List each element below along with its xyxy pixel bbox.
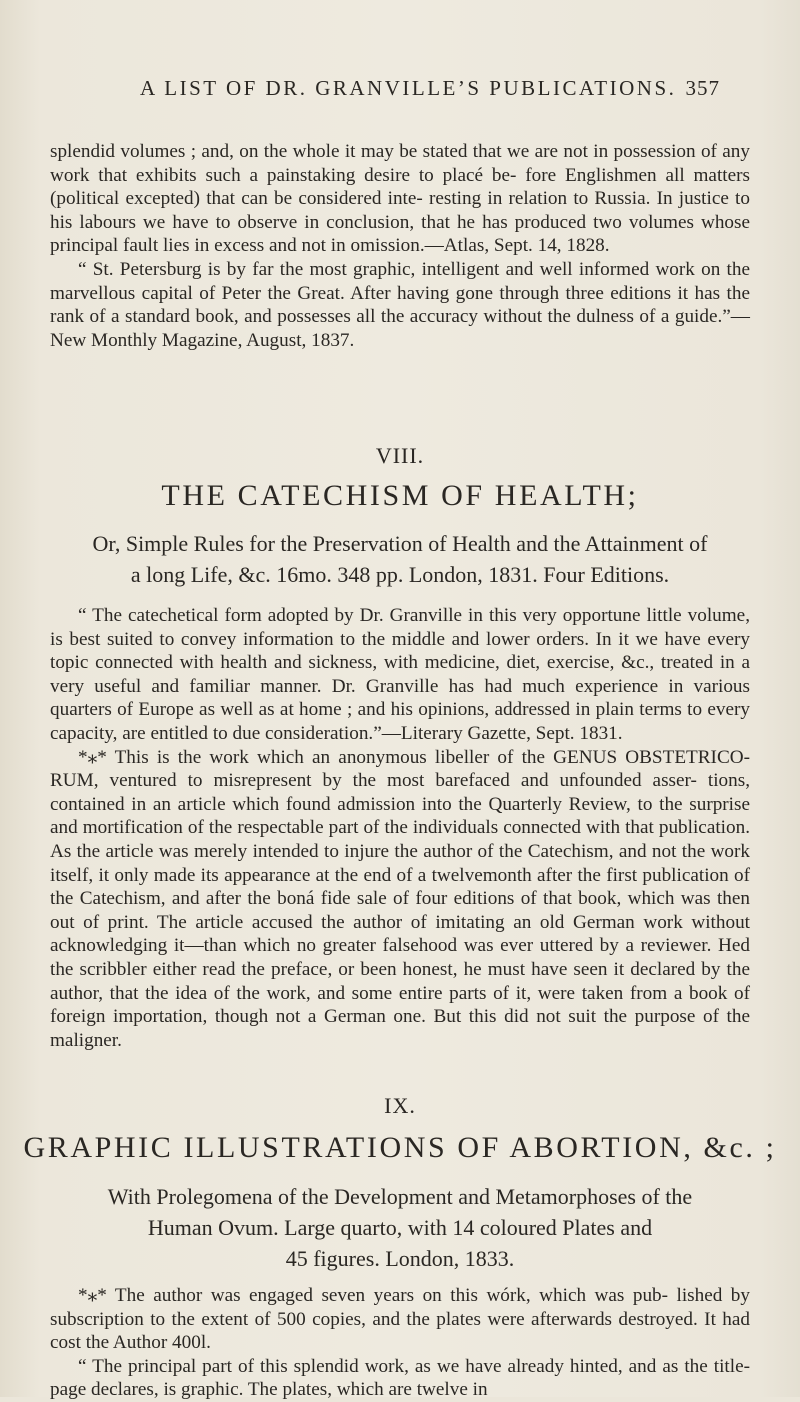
section-viii-subtitle [50,528,750,590]
section-ix-body [50,1284,750,1402]
paragraph-libeller-note: *⁎* This is the work which an anonymous libeller of the GENUS OBSTETRICO- RUM, ventured to misrepresent by the most barefaced and unfounded asser- tions, contained in an article which found admission into the Quarterly Review, to the surprise and mortification of the respectable part of the individuals connected with that publication. As the article was merely intended to injure the author of the Catechism, and not the work itself, it only made its appearance at the end of a twelvemonth after the first publication of the Catechism, and after the boná fide sale of four editions of that book, which was then out of print. The article accused the author of imitating an old German work without acknowledging it—than which no greater falsehood was ever uttered by a reviewer. Hed the scribbler either read the preface, or been honest, he must have seen it declared by the author, that the idea of the work, and some entire parts of it, were taken from a book of foreign importation, though not a German one. But this did not suit the purpose of the maligner. [50,746,750,1051]
running-head-title: A LIST OF DR. GRANVILLE’S PUBLICATIONS. [140,76,677,100]
paragraph-subscription-note: *⁎* The author was engaged seven years on this wórk, which was pub- lished by subscription to the extent of 500 copies, and the plates were afterwards destroyed. It had cost the Author 400l. [50,1285,750,1354]
section-viii-subtitle-line: Or, Simple Rules for the Preservation of Health and the Attainment of [92,531,708,556]
paragraph-st-petersburg-review-end: splendid volumes ; and, on the whole it may be stated that we are not in possession of any work that exhibits such a painstaking desire to placé be- fore Englishmen all matters (political excepted) that can be considered inte- resting in relation to Russia. In justice to his labours we have to observe in conclusion, that he has produced two volumes whose principal fault lies in excess and not in omission.—Atlas, Sept. 14, 1828. [50,141,750,257]
paragraph-literary-gazette: “ The catechetical form adopted by Dr. Granville in this very opportune little volume, is best suited to convey information to the middle and lower orders. In it we have every topic connected with health and sickness, with medicine, diet, exercise, &c., treated in a very useful and familiar manner. Dr. Granville has had much experience in various quarters of Europe as well as at home ; and his opinions, addressed in plain terms to every capacity, are entitled to due consideration.”—Literary Gazette, Sept. 1831. [50,605,750,744]
section-ix-subtitle-line: 45 figures. London, 1833. [285,1246,515,1271]
section-viii-subtitle-line: a long Life, &c. 16mo. 348 pp. London, 1831. Four Editions. [130,562,670,587]
paragraph-principal-part: “ The principal part of this splendid work, as we have already hinted, and as the title-page declares, is graphic. The plates, which are twelve in [50,1355,750,1401]
page-number: 357 [685,76,720,100]
section-ix-subtitle-line: With Prolegomena of the Development and Metamorphoses of the [107,1184,693,1209]
section-ix-subtitle [50,1181,750,1274]
running-head [140,76,720,101]
section-viii-body [50,604,750,1052]
section-ix-title: GRAPHIC ILLUSTRATIONS OF ABORTION, &c. ; [23,1131,777,1164]
section-ix-number: IX. [384,1093,416,1118]
section-viii-title: THE CATECHISM OF HEALTH; [161,479,639,512]
section-ix-subtitle-line: Human Ovum. Large quarto, with 14 coloured Plates and [147,1215,653,1240]
paragraph-new-monthly-magazine: “ St. Petersburg is by far the most graphic, intelligent and well informed work on the marvellous capital of Peter the Great. After having gone through three editions it has the rank of a standard book, and possesses all the accuracy without the dulness of a guide.”—New Monthly Magazine, August, 1837. [50,258,750,351]
top-text-block [50,140,750,352]
section-viii-number: VIII. [375,443,425,468]
